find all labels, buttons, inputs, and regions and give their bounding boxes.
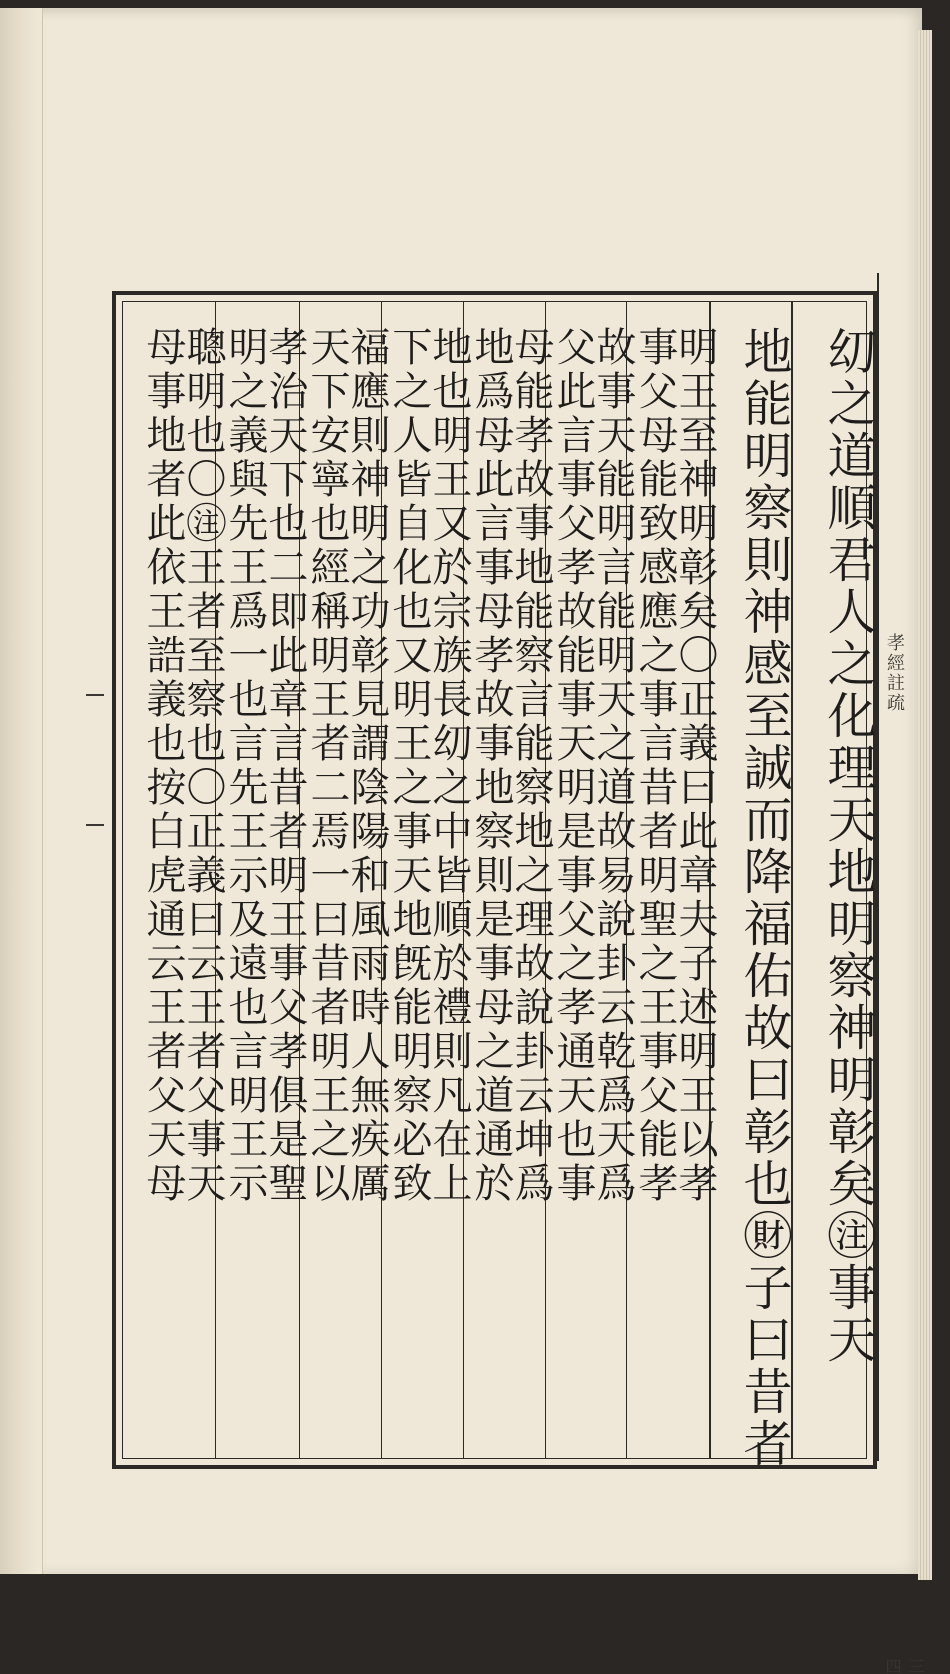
margin-tick-mark [86,824,104,826]
margin-tick-mark [86,694,104,696]
text-column-4: 事父母能致感應之事言昔者明聖之王事父能孝 [632,326,678,1206]
text-column-10: 下之人皆自化也又明王之事天地旣能明察必致 [386,326,432,1206]
text-column-12: 天下安寧也經稱明王者二焉一曰昔者明王之以 [304,326,350,1206]
block-margin-band [877,273,925,1674]
text-frame [112,291,877,1469]
text-column-14: 明之義與先王爲一也言先王示及遠也言明王示 [222,326,268,1206]
text-column-2: 地能明察則神感至誠而降福佑故曰彰也㊖子曰昔者 [736,326,793,1470]
book-page [0,8,925,1674]
text-column-9: 地也明王又於宗族長㓜之中皆順於禮則凡在上 [426,326,472,1206]
text-column-3: 明王至神明彰矣〇正義曰此章夫子述明王以孝 [672,326,718,1206]
text-column-13: 孝治天下也二即此章言昔者明王事父孝俱是聖 [262,326,308,1206]
margin-page-number: 三四 [883,1658,925,1674]
text-column-6: 父此言事父孝故能事天明是事父之孝通天也事 [550,326,596,1206]
margin-title: 孝經註疏 [884,633,905,713]
text-frame-inner [122,301,877,1470]
text-column-16: 母事地者此依王誥義也按白虎通云王者父天母 [140,326,186,1206]
page-gutter [0,8,43,1574]
text-column-7: 母能孝故事地能察言能察地之理故說卦云坤爲 [508,326,554,1206]
text-column-5: 故事天能明言能明天之道故易說卦云乾爲天爲 [590,326,636,1206]
text-column-8: 地爲母此言事母孝故事地察則是事母之道通於 [468,326,514,1206]
text-column-1: 㓜之道順君人之化理天地明察神明彰矣㊟事天 [820,326,877,1366]
text-column-11: 福應則神明之功彰見謂陰陽和風雨時人無疾厲 [344,326,390,1206]
text-column-15: 聰明也〇㊟王者至察也〇正義曰云王者父事天 [180,326,226,1206]
page-edge-stack [918,30,932,1580]
